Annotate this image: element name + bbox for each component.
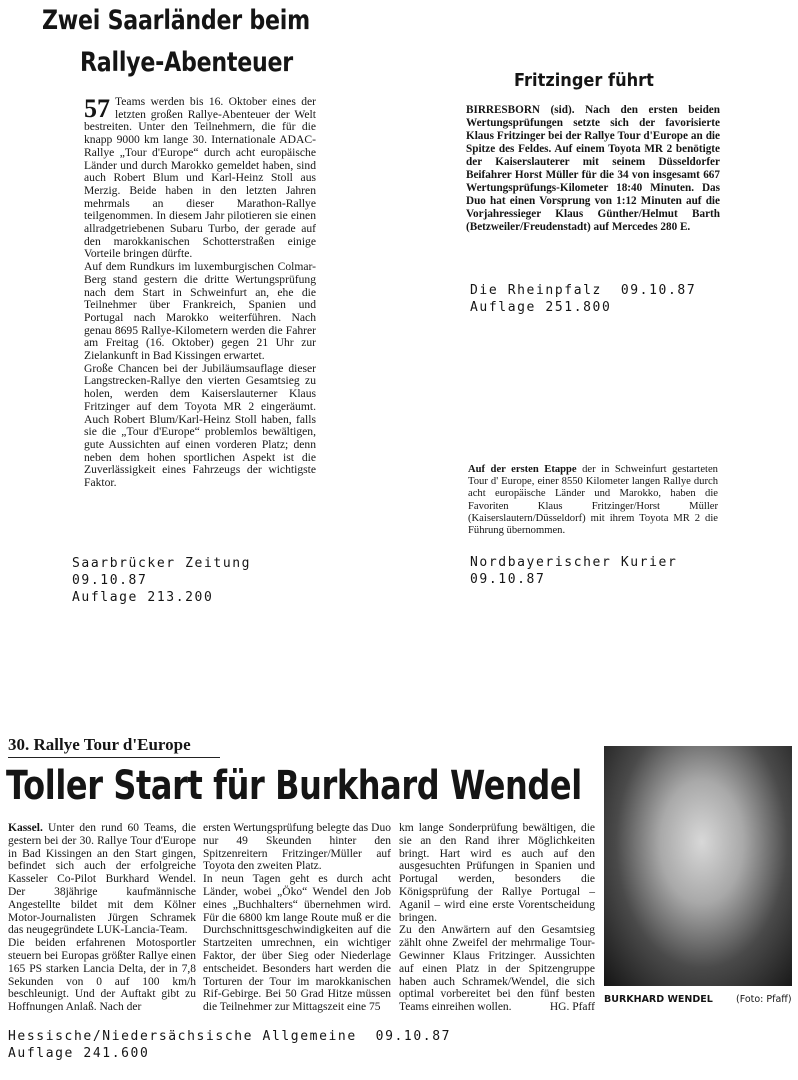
hna-col3-body: km lange Sonderprüfung bewältigen, die sie an den Rand ihrer Möglichkeiten bringt. Hart wird es auch auf den ausgesuchten Prüfungen in Spanien und Portugal werden, besonders die Königsprüfung der Rallye Portugal – Aganil – wird eine erste Vorentscheidung bringen.	[399, 822, 595, 924]
rheinpfalz-headline: Fritzinger führt	[514, 70, 654, 91]
saarbruecken-source-date: 09.10.87	[72, 573, 148, 588]
saarbruecken-headline-line2: Rallye-Abenteuer	[80, 47, 293, 78]
saarbruecken-source-circulation: Auflage 213.200	[72, 590, 214, 605]
rheinpfalz-source-name: Die Rheinpfalz 09.10.87	[470, 283, 697, 298]
hna-col2-body-b: In neun Tagen geht es durch acht Länder, wobei „Öko“ Wendel den Job eines „Buchhalters“ übernehmen wird. Für die 6800 km lange Route muß er die Durchschnittsgeschwindigkeiten auf die Startzeiten umrechnen, ein wichtiger Faktor, der über Sieg oder Niederlage entscheidet. Besonders hart werden die Torturen der Tour im marokkanischen Rif-Gebirge. Bei 50 Grad Hitze müssen die Teilnehmer zur Mittagszeit eine 75	[203, 873, 391, 1014]
hna-col1-body: Unter den rund 60 Teams, die gestern bei der 30. Rallye Tour d'Europe in Bad Kissingen an den Start gingen, befindet sich auch der erfolgreiche Kasseler Co-Pilot Burkhard Wendel. Der 38jährige kaufmännische Angestellte bildet mit dem Kölner Motor-Journalisten Jürgen Schramek das neugegründete LUK-Lancia-Team.	[8, 822, 196, 937]
saarbruecken-dropcap: 57	[84, 94, 110, 123]
hna-kicker-rule	[8, 757, 220, 758]
saarbruecken-body-p2: Auf dem Rundkurs im luxemburgischen Colmar-Berg stand gestern die dritte Wertungsprüfung nach dem Start in Schweinfurt an, ehe die Teilnehmer über Frankreich, Spanien und Portugal nach Marokko weiterführen. Nach genau 8695 Rallye-Kilometern werden die Fahrer am Freitag (16. Oktober) gegen 21 Uhr zur Zielankunft in Bad Kissingen erwartet.	[84, 260, 316, 363]
saarbruecken-source-name: Saarbrücker Zeitung	[72, 556, 252, 571]
saarbruecken-headline-line1: Zwei Saarländer beim	[42, 5, 310, 36]
hna-photo-caption: BURKHARD WENDEL	[604, 994, 713, 1005]
wendel-portrait-photo	[604, 746, 792, 986]
hna-source-circulation: Auflage 241.600	[8, 1046, 150, 1061]
hna-col3-body-b: Zu den Anwärtern auf den Gesamtsieg zählt ohne Zweifel der mehrmalige Tour-Gewinner Klaus Fritzinger. Aussichten auf einen Platz in der Spitzengruppe haben auch Schramek/Wendel, die sich optimal vorbereitet bei den fünf besten Teams einreihen wollen.	[399, 924, 595, 1014]
hna-column-3	[399, 822, 595, 1014]
hna-source-name-date: Hessische/Niedersächsische Allgemeine 09.10.87	[8, 1029, 452, 1044]
hna-col2-body: ersten Wertungsprüfung belegte das Duo nur 49 Skeunden hinter den Spitzenreitern Fritzinger/Müller auf Toyota den zweiten Platz.	[203, 822, 391, 873]
saarbruecken-body-p3: Große Chancen bei der Jubiläumsauflage dieser Langstrecken-Rallye den vierten Gesamtsieg zu holen, werden dem Kaiserslauterner Klaus Fritzinger auf dem Toyota MR 2 eingeräumt. Auch Robert Blum/Karl-Heinz Stoll haben, falls sie die „Tour d'Europe“ problemlos bewältigen, gute Aussichten auf einen vorderen Platz; denn neben dem hohen sportlichen Aspekt ist die Zuverlässigkeit eines Fahrzeugs der wichtigste Faktor.	[84, 361, 316, 490]
hna-col3-signature: HG. Pfaff	[549, 1001, 595, 1014]
rheinpfalz-source-circulation: Auflage 251.800	[470, 300, 612, 315]
hna-column-1	[8, 822, 196, 1014]
hna-headline: Toller Start für Burkhard Wendel	[6, 763, 582, 809]
kurier-source-date: 09.10.87	[470, 572, 546, 587]
hna-col1-lead: Kassel.	[8, 822, 43, 834]
kurier-lead: Auf der ersten Etappe	[468, 464, 577, 475]
hna-kicker: 30. Rallye Tour d'Europe	[8, 735, 191, 754]
kurier-article	[468, 464, 718, 537]
hna-photo-credit: (Foto: Pfaff)	[736, 994, 792, 1005]
hna-column-2	[203, 822, 391, 1014]
saarbruecken-article	[84, 96, 316, 490]
kurier-source-name: Nordbayerischer Kurier	[470, 555, 678, 570]
kurier-body: der in Schweinfurt gestarteten Tour d' Europe, einer 8550 Kilometer langen Rallye durch acht europäische Länder und Marokko, haben die Favoriten Klaus Fritzinger/Horst Müller (Kaiserslautern/Düsseldorf) mit ihrem Toyota MR 2 die Führung übernommen.	[468, 464, 718, 537]
saarbruecken-body-p1: Teams werden bis 16. Oktober eines der letzten großen Rallye-Abenteuer der Welt bestreiten. Unter den Teilnehmern, die für die knapp 9000 km lange 30. Internationale ADAC-Rallye „Tour d'Europe“ durch acht europäische Länder und durch Marokko gemeldet haben, sind auch Robert Blum und Karl-Heinz Stoll aus Merzig. Beide haben in den letzten Jahren mehrmals an dieser Marathon-Rallye teilgenommen. In diesem Jahr pilotieren sie einen allradgetriebenen Subaru Turbo, der gerade auf den marokkanischen Schotterstraßen einige Vorteile bringen dürfte.	[84, 95, 316, 261]
rheinpfalz-article: BIRRESBORN (sid). Nach den ersten beiden Wertungsprüfungen setzte sich der favorisierte Klaus Fritzinger bei der Rallye Tour d'Europe an die Spitze des Feldes. Auf einem Toyota MR 2 benötigte der Kaiserslauterer mit seinem Düsseldorfer Beifahrer Horst Müller für die 34 von insgesamt 667 Wertungsprüfungs-Kilometer 18:40 Minuten. Das Duo hat einen Vorsprung von 1:12 Minuten auf die Vorjahressieger Klaus Günther/Helmut Barth (Betzweiler/Freudenstadt) auf Mercedes 280 E.	[466, 104, 720, 233]
hna-col1-body-b: Die beiden erfahrenen Motosportler steuern bei Europas größter Rallye einen 165 PS starken Lancia Delta, der in 7,8 Sekunden von 0 auf 100 km/h beschleunigt. Und der Auftakt gibt zu Hoffnungen Anlaß. Nach der	[8, 937, 196, 1014]
